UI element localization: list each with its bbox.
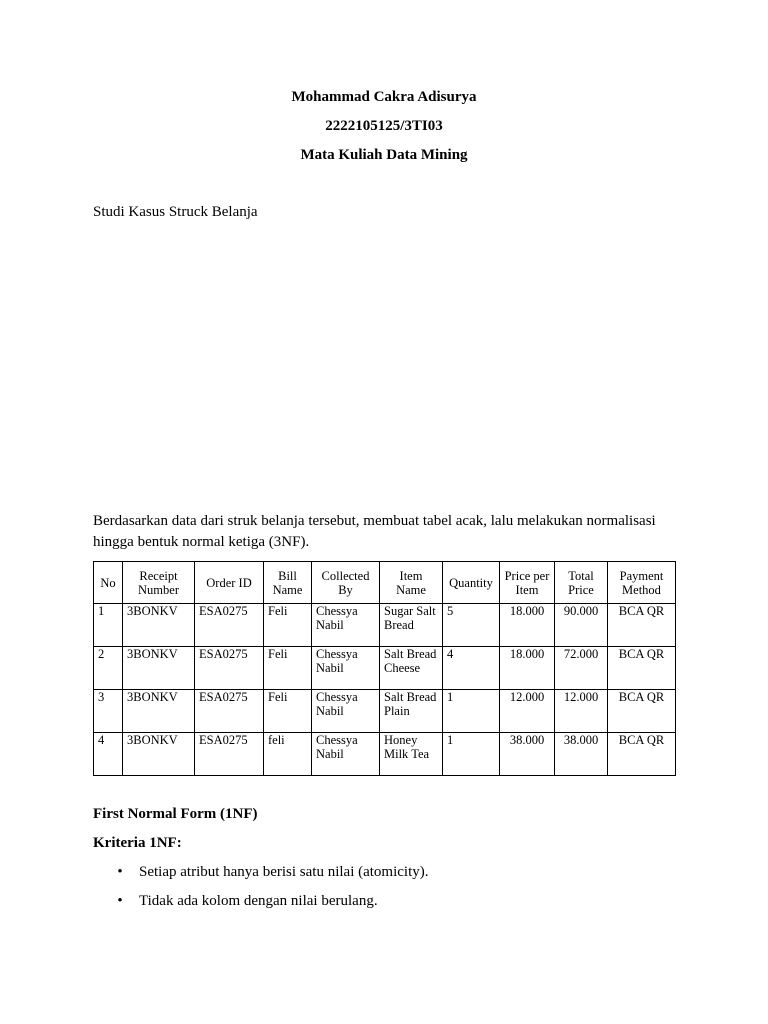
cell-total-price: 72.000 <box>555 647 608 690</box>
cell-payment-method: BCA QR <box>608 690 676 733</box>
column-header-receipt-number: Receipt Number <box>123 562 195 604</box>
cell-payment-method: BCA QR <box>608 604 676 647</box>
cell-item-name: Sugar Salt Bread <box>380 604 443 647</box>
cell-item-name: Salt Bread Cheese <box>380 647 443 690</box>
bullet-icon: • <box>117 864 123 880</box>
column-header-payment-method: Payment Method <box>608 562 676 604</box>
cell-item-name: Honey Milk Tea <box>380 733 443 776</box>
cell-no: 2 <box>94 647 123 690</box>
cell-bill-name: feli <box>264 733 312 776</box>
cell-payment-method: BCA QR <box>608 647 676 690</box>
cell-payment-method: BCA QR <box>608 733 676 776</box>
bullet-icon: • <box>117 893 123 909</box>
cell-order-id: ESA0275 <box>195 733 264 776</box>
cell-bill-name: Feli <box>264 647 312 690</box>
cell-item-name: Salt Bread Plain <box>380 690 443 733</box>
cell-price-per-item: 38.000 <box>500 733 555 776</box>
cell-receipt-number: 3BONKV <box>123 733 195 776</box>
cell-no: 4 <box>94 733 123 776</box>
cell-total-price: 90.000 <box>555 604 608 647</box>
column-header-collected-by: Collected By <box>312 562 380 604</box>
cell-price-per-item: 12.000 <box>500 690 555 733</box>
table-row <box>94 733 676 776</box>
cell-collected-by: Chessya Nabil <box>312 733 380 776</box>
cell-quantity: 1 <box>443 733 500 776</box>
cell-order-id: ESA0275 <box>195 690 264 733</box>
receipt-table <box>93 561 676 776</box>
cell-no: 3 <box>94 690 123 733</box>
section-heading-1nf: First Normal Form (1NF) <box>93 806 258 822</box>
criteria-text: Tidak ada kolom dengan nilai berulang. <box>139 893 378 909</box>
cell-receipt-number: 3BONKV <box>123 647 195 690</box>
cell-price-per-item: 18.000 <box>500 647 555 690</box>
column-header-no: No <box>94 562 123 604</box>
column-header-order-id: Order ID <box>195 562 264 604</box>
list-item <box>93 891 429 920</box>
cell-receipt-number: 3BONKV <box>123 604 195 647</box>
cell-bill-name: Feli <box>264 604 312 647</box>
cell-collected-by: Chessya Nabil <box>312 647 380 690</box>
table-row <box>94 604 676 647</box>
criteria-list <box>93 862 429 920</box>
criteria-text: Setiap atribut hanya berisi satu nilai (atomicity). <box>139 864 429 880</box>
cell-quantity: 5 <box>443 604 500 647</box>
cell-no: 1 <box>94 604 123 647</box>
table-header-row <box>94 562 676 604</box>
cell-collected-by: Chessya Nabil <box>312 604 380 647</box>
cell-price-per-item: 18.000 <box>500 604 555 647</box>
criteria-heading: Kriteria 1NF: <box>93 835 182 851</box>
intro-paragraph: Berdasarkan data dari struk belanja tersebut, membuat tabel acak, lalu melakukan normalisasi hingga bentuk normal ketiga (3NF). <box>93 513 656 550</box>
column-header-total-price: Total Price <box>555 562 608 604</box>
column-header-item-name: Item Name <box>380 562 443 604</box>
case-title: Studi Kasus Struck Belanja <box>93 204 258 220</box>
cell-bill-name: Feli <box>264 690 312 733</box>
cell-quantity: 1 <box>443 690 500 733</box>
list-item <box>93 862 429 891</box>
column-header-quantity: Quantity <box>443 562 500 604</box>
cell-order-id: ESA0275 <box>195 604 264 647</box>
cell-receipt-number: 3BONKV <box>123 690 195 733</box>
column-header-price-per-item: Price per Item <box>500 562 555 604</box>
student-id-class: 2222105125/3TI03 <box>325 118 443 134</box>
author-name: Mohammad Cakra Adisurya <box>291 89 477 105</box>
cell-total-price: 12.000 <box>555 690 608 733</box>
cell-collected-by: Chessya Nabil <box>312 690 380 733</box>
column-header-bill-name: Bill Name <box>264 562 312 604</box>
course-title: Mata Kuliah Data Mining <box>300 147 468 163</box>
table-row <box>94 647 676 690</box>
cell-order-id: ESA0275 <box>195 647 264 690</box>
table-row <box>94 690 676 733</box>
cell-total-price: 38.000 <box>555 733 608 776</box>
cell-quantity: 4 <box>443 647 500 690</box>
